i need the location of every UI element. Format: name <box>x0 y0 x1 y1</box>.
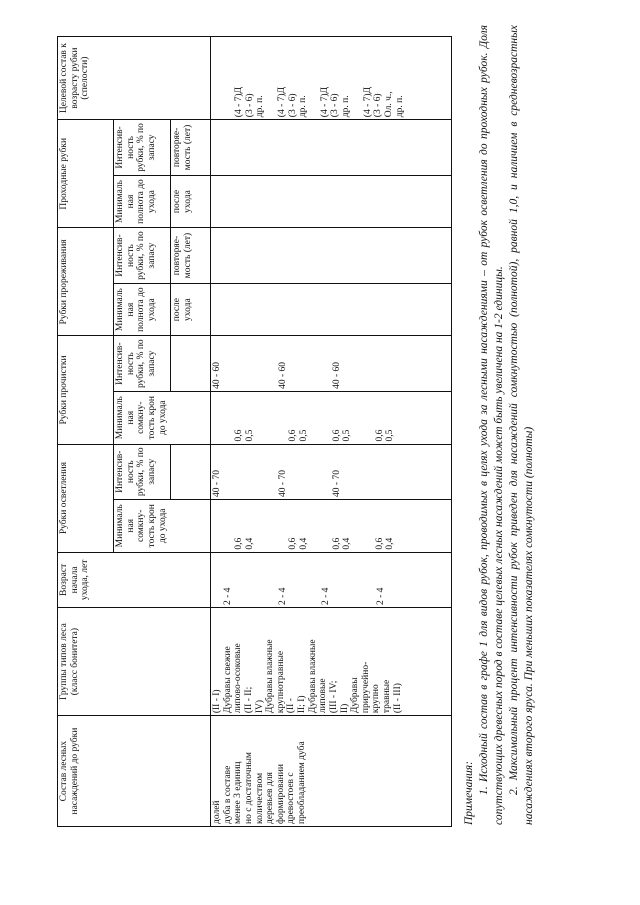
text-line: менее 3 единиц <box>233 761 244 824</box>
cleaning-intensity-value: 40 - 60 <box>277 361 288 389</box>
header-target: Целевой состав к возрасту рубки (спелости) <box>58 37 211 120</box>
cell-cleaning-min <box>211 391 452 444</box>
clearing-min-value: 0,6 <box>374 537 385 550</box>
text-line: IV) <box>254 699 265 714</box>
cell-forest-types <box>211 608 452 716</box>
sub-intensity-blank <box>171 336 211 391</box>
sub-intensity: Интенсив- ность рубки, % по запасу <box>114 120 171 175</box>
clearing-intensity-value: 40 - 70 <box>277 470 288 497</box>
note-2: 2. Максимальный процент интенсивности рубок приведен для насаждений сомкнутостью (полнотой), равной 1,0, и наличием в средневозрастных насаждениях второго яруса. При меньших показателях сомкнутости (полноты) <box>507 25 535 825</box>
cleaning-min-value: 0,5 <box>342 429 353 442</box>
target-line: др. п. <box>255 95 266 118</box>
cleaning-intensity-value: 40 - 60 <box>332 361 343 389</box>
text-line: Дубравы свежие <box>222 646 233 714</box>
sub-intensity: Интенсив- ность рубки, % по запасу <box>114 444 171 499</box>
text-line: Дубравы влажные <box>307 639 318 714</box>
cleaning-intensity-value: 40 - 60 <box>212 361 222 389</box>
sub-after: после ухода <box>171 283 211 336</box>
text-line: (II - <box>286 698 297 714</box>
notes <box>462 25 537 825</box>
target-line: др. п. <box>341 95 351 118</box>
header-forest-type: Группы типов леса (класс бонитета) <box>58 608 211 716</box>
header-clearing: Рубки осветления <box>58 444 114 552</box>
sub-min-closure: Минималь ная сомкну- тость крон до ухода <box>114 391 211 444</box>
cleaning-min-value: 0,6 <box>288 429 299 442</box>
clearing-intensity-value: 40 - 70 <box>212 470 222 497</box>
cell-passage-min <box>211 175 452 228</box>
text-line: приручейно- <box>360 661 371 714</box>
text-line: древостоев с <box>286 772 297 824</box>
text-line: травные <box>382 679 392 714</box>
clearing-intensity-value: 40 - 70 <box>332 470 343 497</box>
sub-min-closure: Минималь ная сомкну- тость крон до ухода <box>114 499 211 552</box>
sub-intensity: Интенсив- ность рубки, % по запасу <box>114 228 171 283</box>
clearing-min-value: 0,6 <box>234 537 244 550</box>
text-line: (II - III) <box>392 683 403 714</box>
cleaning-min-value: 0,6 <box>331 429 342 442</box>
age-value: 2 - 4 <box>375 587 386 606</box>
text-line: липово-осоковые <box>233 643 244 714</box>
sub-intensity-blank <box>171 444 211 499</box>
text-line: (II - I) <box>212 689 222 714</box>
header-composition: Состав лесных насаждений до рубки <box>58 716 211 827</box>
target-line: др. п. <box>298 95 309 118</box>
cleaning-min-value: 0,5 <box>385 429 396 442</box>
cell-composition <box>211 716 452 827</box>
text-line: II; I) <box>297 695 307 714</box>
text-line: деревьев для <box>265 772 276 824</box>
target-line: (4 - 7)Д <box>319 86 330 118</box>
target-line: (3 - 6) <box>287 93 298 118</box>
sub-after: после ухода <box>171 175 211 228</box>
cell-clearing-intensity <box>211 444 452 499</box>
header-cleaning: Рубки прочистки <box>58 336 114 444</box>
cell-passage-intensity <box>211 120 452 175</box>
sub-min-density: Минималь ная полнота до ухода <box>114 283 171 336</box>
text-line: Дубравы влажные <box>265 639 276 714</box>
cell-ages <box>211 552 452 607</box>
text-line: II) <box>339 703 350 714</box>
clearing-min-value: 0,6 <box>331 537 342 550</box>
target-line: (4 - 7)Д <box>234 86 244 118</box>
text-line: (III - IV; <box>328 680 339 714</box>
text-line: количеством <box>254 772 265 824</box>
notes-title: Примечания: <box>463 761 475 825</box>
text-line: (II - II; <box>243 686 254 714</box>
header-age: Возраст начала ухода, лет <box>58 552 211 607</box>
sub-repeat: повторяе- мость (лет) <box>171 120 211 175</box>
note-1: 1. Исходный состав в графе 1 для видов рубок, проводимых в целях ухода за лесными насаждениями – от рубок осветления до проходных рубок. Доля сопутствующих древесных пород в составе целевых лесных насаждений может быть увеличена на 1-2 единицы. <box>477 25 505 825</box>
sub-min-density: Минималь ная полнота до ухода <box>114 175 171 228</box>
sub-repeat: повторяе- мость (лет) <box>171 228 211 283</box>
cell-thinning-intensity <box>211 228 452 283</box>
clearing-min-value: 0,4 <box>244 537 255 550</box>
text-line: липовые <box>318 678 329 714</box>
cell-cleaning-intensity <box>211 336 452 391</box>
header-passage: Проходные рубки <box>58 120 114 228</box>
target-line: (3 - 6) <box>330 93 341 118</box>
cell-clearing-min <box>211 499 452 552</box>
text-line: крупно <box>371 684 382 714</box>
cleaning-min-value: 0,6 <box>374 429 385 442</box>
age-value: 2 - 4 <box>223 587 233 606</box>
cleaning-min-value: 0,5 <box>244 429 255 442</box>
target-line: др. п. <box>394 95 405 118</box>
target-line: (3 - 6) <box>244 93 255 118</box>
text-line: Дубравы <box>350 677 361 714</box>
clearing-min-value: 0,4 <box>298 537 309 550</box>
target-line: (4 - 7)Д <box>276 86 287 118</box>
cleaning-min-value: 0,5 <box>298 429 309 442</box>
text-line: долей <box>212 800 222 824</box>
target-line: Ол. ч., <box>383 91 394 118</box>
target-line: (4 - 7)Д <box>362 86 373 118</box>
clearing-min-value: 0,4 <box>385 537 396 550</box>
clearing-min-value: 0,4 <box>342 537 353 550</box>
clearing-min-value: 0,6 <box>288 537 299 550</box>
text-line: дуба в составе <box>222 765 233 824</box>
text-line: крупнотравные <box>275 650 286 714</box>
text-line: но с достаточным <box>243 752 254 824</box>
age-value: 2 - 4 <box>277 587 288 606</box>
header-thinning: Рубки прореживания <box>58 228 114 336</box>
text-line: формировании <box>275 764 286 824</box>
cleaning-min-value: 0,6 <box>234 429 244 442</box>
text-line: преобладанием дуба <box>297 741 307 824</box>
sub-intensity: Интенсив- ность рубки, % по запасу <box>114 336 171 391</box>
silviculture-table <box>57 36 452 827</box>
cell-target <box>211 37 452 120</box>
target-line: (3 - 6) <box>373 93 384 118</box>
cell-thinning-min <box>211 283 452 336</box>
age-value: 2 - 4 <box>321 587 332 606</box>
